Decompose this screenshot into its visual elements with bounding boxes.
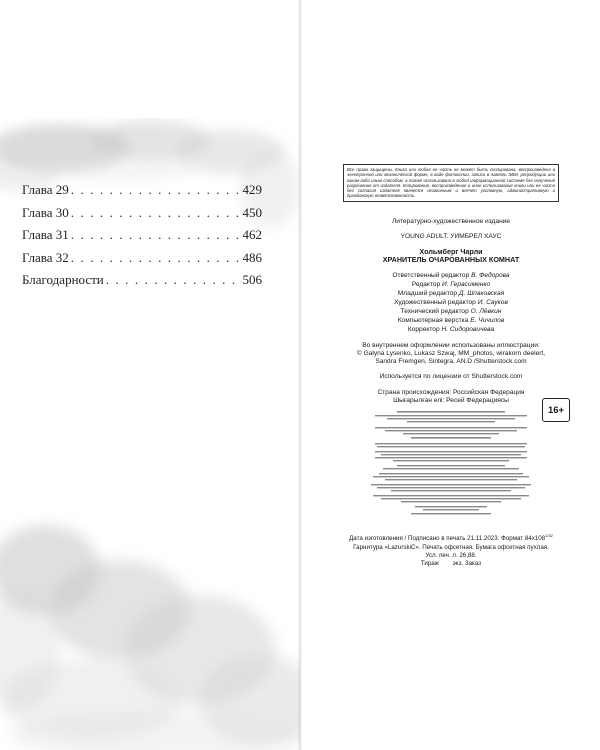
staff-line: Ответственный редактор В. Федорова: [392, 272, 510, 280]
sheets-line: Усл. печ. л. 26,88.: [425, 551, 477, 559]
toc-leader-dots: [71, 250, 241, 266]
staff-line: Редактор И. Герасименко: [411, 281, 491, 289]
toc-row[interactable]: [22, 250, 262, 273]
toc-title: Глава 30: [22, 204, 69, 220]
toc-row[interactable]: [22, 272, 262, 295]
table-of-contents: [22, 182, 262, 295]
staff-line: Корректор Н. Сидоровичева: [407, 325, 495, 333]
license-line: Используется по лицензии от Shutterstock.com: [379, 373, 523, 381]
staff-list: [343, 272, 559, 334]
series-line: YOUNG ADULT. УИМБРЕЛ ХАУС: [400, 233, 502, 241]
fine-print-lines: [367, 409, 535, 527]
toc-row[interactable]: [22, 205, 262, 228]
imprint-block: [343, 218, 559, 568]
toc-leader-dots: [106, 272, 241, 288]
toc-page-number: 506: [242, 272, 262, 287]
origin-line: Страна происхождения: Российская Федерация: [377, 388, 525, 396]
staff-line: Художественный редактор И. Сауков: [394, 298, 508, 306]
rights-notice: Все права защищены. Книга или любая ее часть не может быть скопирована, воспроизведена в электронной или механической форме, в виде фотокопии, записи в память ЭВМ, репродукции или каким-либо иным способом, а также использована в любой информационной системе без получения разрешения от издателя. Копирование, воспроизведение и иное использование книги или ее части без согласия издателя является незаконным и влечет уголовную, административную и гражданскую ответственность.: [343, 164, 559, 202]
watercolor-cloud-bottom: [0, 500, 300, 750]
origin-line-kz: Шығарылған елі: Ресей Федерациясы: [393, 397, 509, 405]
toc-row[interactable]: [22, 227, 262, 250]
format-fraction: 1/32: [545, 533, 553, 539]
staff-line: Младший редактор Д. Шпаковская: [397, 290, 505, 297]
toc-leader-dots: [71, 182, 241, 198]
right-page: [300, 0, 600, 750]
book-title-line: ХРАНИТЕЛЬ ОЧАРОВАННЫХ КОМНАТ: [382, 254, 520, 264]
staff-line: Технический редактор О. Лёвкин: [400, 307, 502, 315]
dates-line: Дата изготовления / Подписано в печать 21.11.2023. Формат $84x108^{1/32}$: [349, 533, 553, 543]
run-line: Тираж экз. Заказ: [420, 559, 482, 567]
toc-row[interactable]: [22, 182, 262, 205]
illustrations-note: Во внутреннем оформлении использованы иллюстрации:: [362, 341, 540, 349]
genre-line: Литературно-художественное издание: [391, 218, 511, 225]
illustrations-credits: © Galyna Lysenko, Lukasz Szwaj, MM_photos, wirakorn deelert,: [356, 349, 546, 357]
toc-page-number: 462: [242, 227, 262, 242]
toc-page-number: 429: [242, 182, 262, 197]
author-line: Хольмберг Чарли: [419, 246, 483, 256]
print-details: [343, 532, 559, 568]
age-rating-badge: 16+: [542, 398, 570, 422]
typeface-line: Гарнитура «LazurskiC». Печать офсетная. Бумага офсетная пухлая.: [353, 543, 549, 551]
toc-title: Глава 32: [22, 249, 69, 265]
toc-title: Глава 29: [22, 182, 69, 197]
toc-title: Благодарности: [22, 272, 104, 287]
toc-page-number: 486: [242, 249, 262, 265]
toc-title: Глава 31: [22, 227, 69, 242]
staff-line: Компьютерная верстка Е. Чичилов: [397, 316, 505, 324]
toc-leader-dots: [71, 205, 241, 221]
illustrations-credits: Sandra Fremgen, Sintegra, AN.D /Shutterstock.com: [375, 358, 527, 366]
toc-leader-dots: [71, 227, 241, 243]
toc-page-number: 450: [242, 204, 262, 220]
publisher-fine-print: [367, 409, 535, 532]
